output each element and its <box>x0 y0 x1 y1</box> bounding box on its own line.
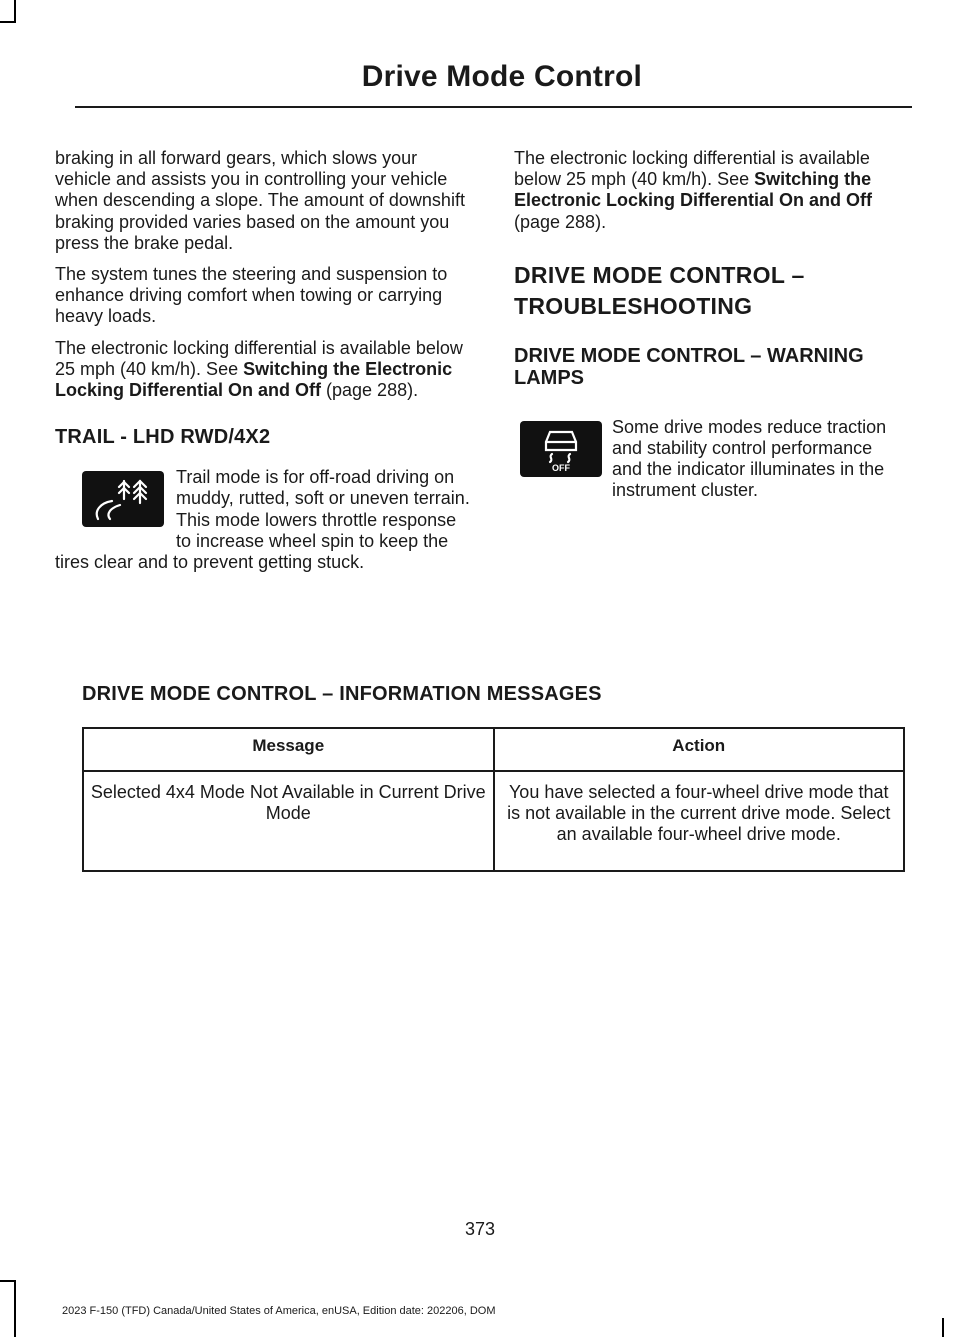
warning-description: Some drive modes reduce traction and stability control performance and the indicator illuminates in the instrument cluster. <box>612 416 887 501</box>
crop-mark <box>14 0 16 22</box>
message-cell: Selected 4x4 Mode Not Available in Current Drive Mode <box>83 771 494 871</box>
crop-mark <box>942 1318 944 1337</box>
traction-control-off-icon <box>520 421 602 477</box>
header-divider <box>75 106 912 108</box>
table-row <box>83 771 904 871</box>
body-paragraph: The electronic locking differential is available below 25 mph (40 km/h). See Switching the Electronic Locking Differential On and Off (page 288). <box>55 337 463 401</box>
trail-mode-icon <box>82 471 164 527</box>
column-header-action: Action <box>494 728 905 771</box>
right-column <box>514 148 906 512</box>
section-heading-troubleshooting-cont: TROUBLESHOOTING <box>514 292 753 319</box>
subheading-warning-lamps: DRIVE MODE CONTROL – WARNING LAMPS <box>514 344 864 389</box>
crop-mark <box>0 21 16 23</box>
action-cell: You have selected a four-wheel drive mode that is not available in the current drive mode. Select an available four-wheel drive mode. <box>494 771 905 871</box>
trail-description: Trail mode is for off-road driving on muddy, rutted, soft or uneven terrain. This mode lowers throttle response to increase wheel spin to keep the tires clear and to prevent getting stuck. <box>55 467 470 573</box>
section-heading-info-messages: DRIVE MODE CONTROL – INFORMATION MESSAGES <box>82 683 602 705</box>
page-number: 373 <box>464 1219 496 1239</box>
svg-text:OFF: OFF <box>552 462 570 473</box>
section-heading-trail: TRAIL - LHD RWD/4X2 <box>55 426 271 449</box>
body-paragraph: braking in all forward gears, which slows your vehicle and assists you in controlling your vehicle when descending a slope. The amount of downshift braking provided varies based on the amount you press the brake pedal. <box>55 148 465 253</box>
body-paragraph: The system tunes the steering and suspension to enhance driving comfort when towing or carrying heavy loads. <box>55 264 448 327</box>
cross-reference-link[interactable]: Switching the Electronic Locking Differential On and Off <box>514 169 873 211</box>
column-header-message: Message <box>83 728 494 771</box>
trail-block <box>55 467 475 573</box>
page-title: Drive Mode Control <box>361 60 642 93</box>
crop-mark <box>14 1280 16 1337</box>
cross-reference-link[interactable]: Switching the Electronic Locking Differential On and Off <box>55 358 453 401</box>
body-paragraph: The electronic locking differential is available below 25 mph (40 km/h). See Switching the Electronic Locking Differential On and Off (page 288). <box>514 148 873 232</box>
warning-block <box>514 417 906 502</box>
table-header-row <box>83 728 904 771</box>
info-messages-table <box>82 727 905 872</box>
left-column <box>55 148 475 583</box>
crop-mark <box>0 1280 16 1282</box>
footer-edition-info: 2023 F-150 (TFD) Canada/United States of America, enUSA, Edition date: 202206, DOM <box>62 1305 496 1317</box>
section-heading-troubleshooting: DRIVE MODE CONTROL – <box>514 261 805 288</box>
